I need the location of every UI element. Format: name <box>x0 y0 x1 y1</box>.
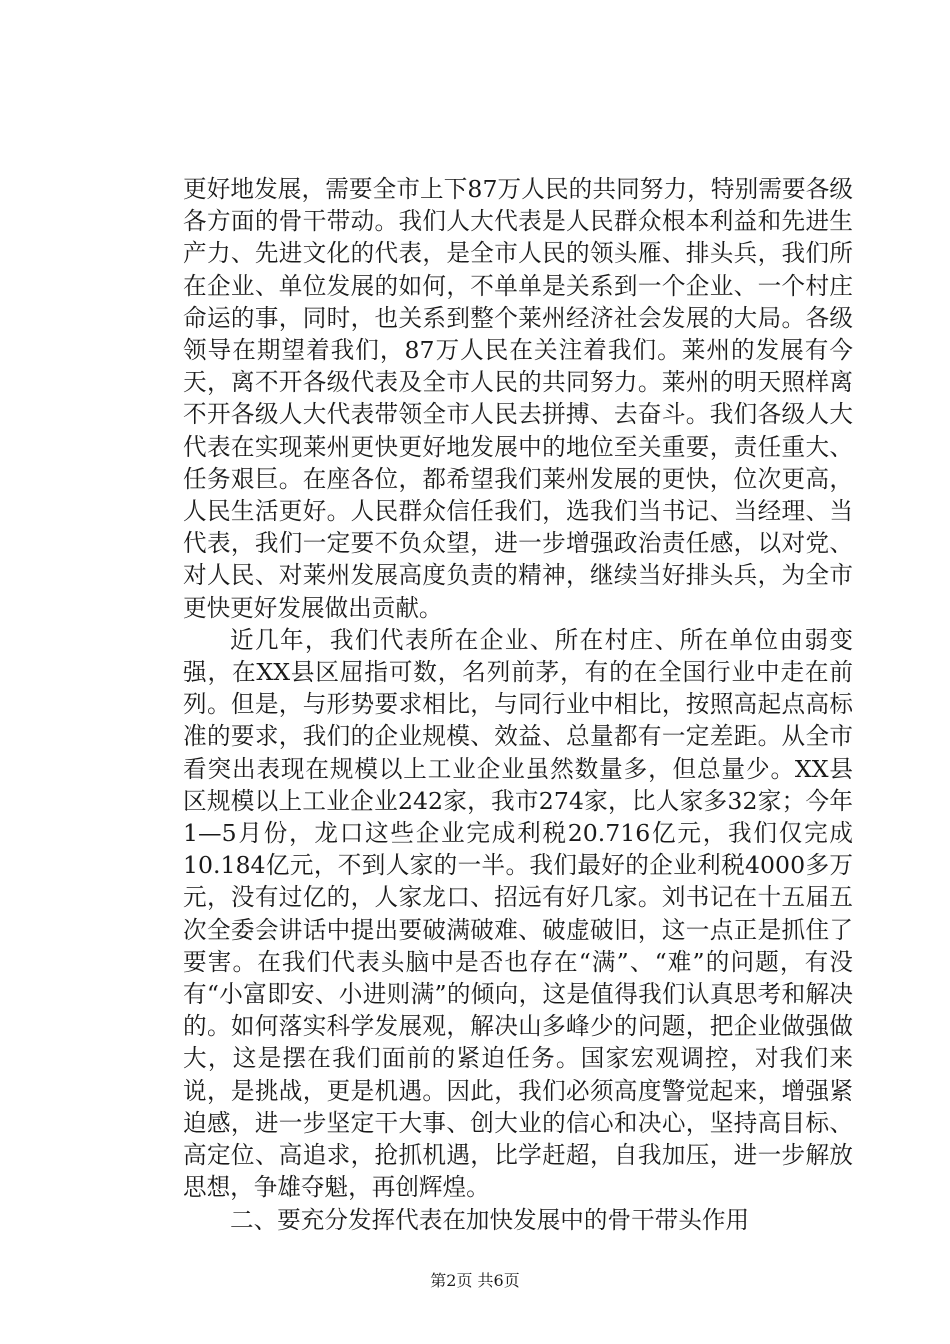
paragraph: 近几年，我们代表所在企业、所在村庄、所在单位由弱变强，在XX县区屈指可数，名列前茅，有的在全国行业中走在前列。但是，与形势要求相比，与同行业中相比，按照高起点高标准的要求，我们的企业规模、效益、总量都有一定差距。从全市看突出表现在规模以上工业企业虽然数量多，但总量少。XX县区规模以上工业企业242家，我市274家，比人家多32家；今年1—5月份，龙口这些企业完成利税20.716亿元，我们仅完成10.184亿元，不到人家的一半。我们最好的企业利税4000多万元，没有过亿的，人家龙口、招远有好几家。刘书记在十五届五次全委会讲话中提出要破满破难、破虚破旧，这一点正是抓住了要害。在我们代表头脑中是否也存在“满”、“难”的问题，有没有“小富即安、小进则满”的倾向，这是值得我们认真思考和解决的。如何落实科学发展观，解决山多峰少的问题，把企业做强做大，这是摆在我们面前的紧迫任务。国家宏观调控，对我们来说，是挑战，更是机遇。因此，我们必须高度警觉起来，增强紧迫感，进一步坚定干大事、创大业的信心和决心，坚持高目标、高定位、高追求，抢抓机遇，比学赶超，自我加压，进一步解放思想，争雄夺魁，再创辉煌。 <box>183 625 853 1202</box>
section-heading: 二、要充分发挥代表在加快发展中的骨干带头作用 <box>230 1205 750 1234</box>
page-footer: 第2页 共6页 <box>430 1271 520 1290</box>
document-body <box>183 173 853 1236</box>
paragraph-continuation: 更好地发展，需要全市上下87万人民的共同努力，特别需要各级各方面的骨干带动。我们人大代表是人民群众根本利益和先进生产力、先进文化的代表，是全市人民的领头雁、排头兵，我们所在企业、单位发展的如何，不单单是关系到一个企业、一个村庄命运的事，同时，也关系到整个莱州经济社会发展的大局。各级领导在期望着我们，87万人民在关注着我们。莱州的发展有今天，离不开各级代表及全市人民的共同努力。莱州的明天照样离不开各级人大代表带领全市人民去拼搏、去奋斗。我们各级人大代表在实现莱州更快更好地发展中的地位至关重要，责任重大、任务艰巨。在座各位，都希望我们莱州发展的更快，位次更高，人民生活更好。人民群众信任我们，选我们当书记、当经理、当代表，我们一定要不负众望，进一步增强政治责任感，以对党、对人民、对莱州发展高度负责的精神，继续当好排头兵，为全市更快更好发展做出贡献。 <box>183 175 853 622</box>
